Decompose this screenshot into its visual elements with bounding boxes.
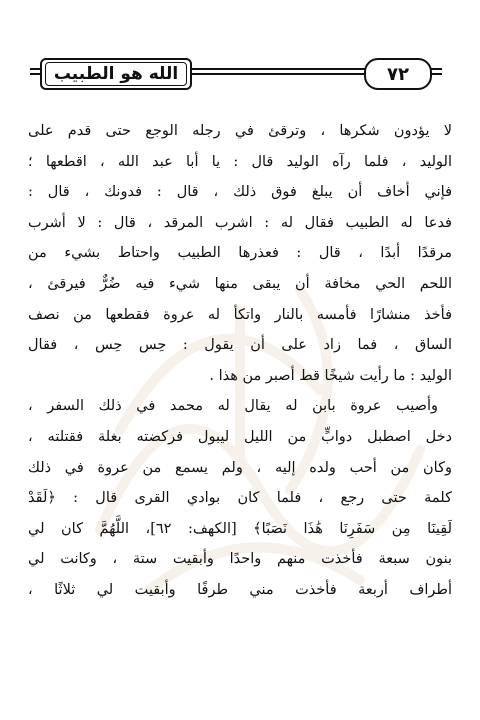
text-line: لَقِينَا مِن سَفَرِنَا هَٰذَا نَصَبًا﴾ [الكهف: ٦٢]، اللَّهُمَّ كان لي bbox=[28, 520, 452, 537]
page-number: ٧٢ bbox=[364, 58, 432, 90]
text-line: مرقدًا أبدًا ، قال : فعذرها الطبيب واحتاط بشيء من bbox=[28, 245, 452, 262]
text-line: أطراف أربعة فأخذت مني طرفًا وأبقيت لي ثلاثًا ، bbox=[28, 581, 452, 598]
text-line: فدعا له الطبيب فقال له : اشرب المرقد ، قال : لا أشرب bbox=[28, 214, 452, 231]
text-line: لا يؤدون شكرها ، وترقئ في رجله الوجع حتى قدم على bbox=[28, 123, 452, 139]
text-line: وكان من أحب ولده إليه ، ولم يسمع من عروة في ذلك bbox=[28, 459, 452, 476]
text-line: الوليد ، فلما رآه الوليد قال : يا أبا عبد الله ، اقطعها ؛ bbox=[28, 153, 452, 170]
text-line: كلمة حتى رجع ، فلما كان بوادي القرى قال : ﴿لَقَدْ bbox=[28, 490, 452, 507]
text-line: اللحم الحي مخافة أن يبقى منها شيء فيه ضُرٌّ فيرقئ ، bbox=[28, 275, 452, 292]
text-line: وأصيب عروة بابن له يقال له محمد في ذلك السفر ، bbox=[28, 398, 438, 415]
text-line: فإني أخاف أن يبلغ فوق ذلك ، قال : فدونك ، قال : bbox=[28, 184, 452, 201]
text-line: دخل اصطبل دوابٍّ من الليل ليبول فركضته بغلة فقتلته ، bbox=[28, 428, 452, 445]
running-title-frame bbox=[40, 58, 192, 90]
body-text bbox=[28, 116, 452, 606]
text-line: الساق ، فما زاد على أن يقول : حِس حِس ، فقال bbox=[28, 337, 452, 354]
text-line: بنون سبعة فأخذت منهم واحدًا وأبقيت ستة ، وكانت لي bbox=[28, 551, 452, 568]
page-header bbox=[30, 58, 442, 98]
text-line: فأخذ منشارًا فأمسه بالنار واتكأ له عروة فقطعها من نصف bbox=[28, 306, 452, 323]
running-title: الله هو الطبيب bbox=[45, 62, 187, 86]
text-line: الوليد : ما رأيت شيخًا قط أصبر من هذا . bbox=[209, 367, 452, 384]
